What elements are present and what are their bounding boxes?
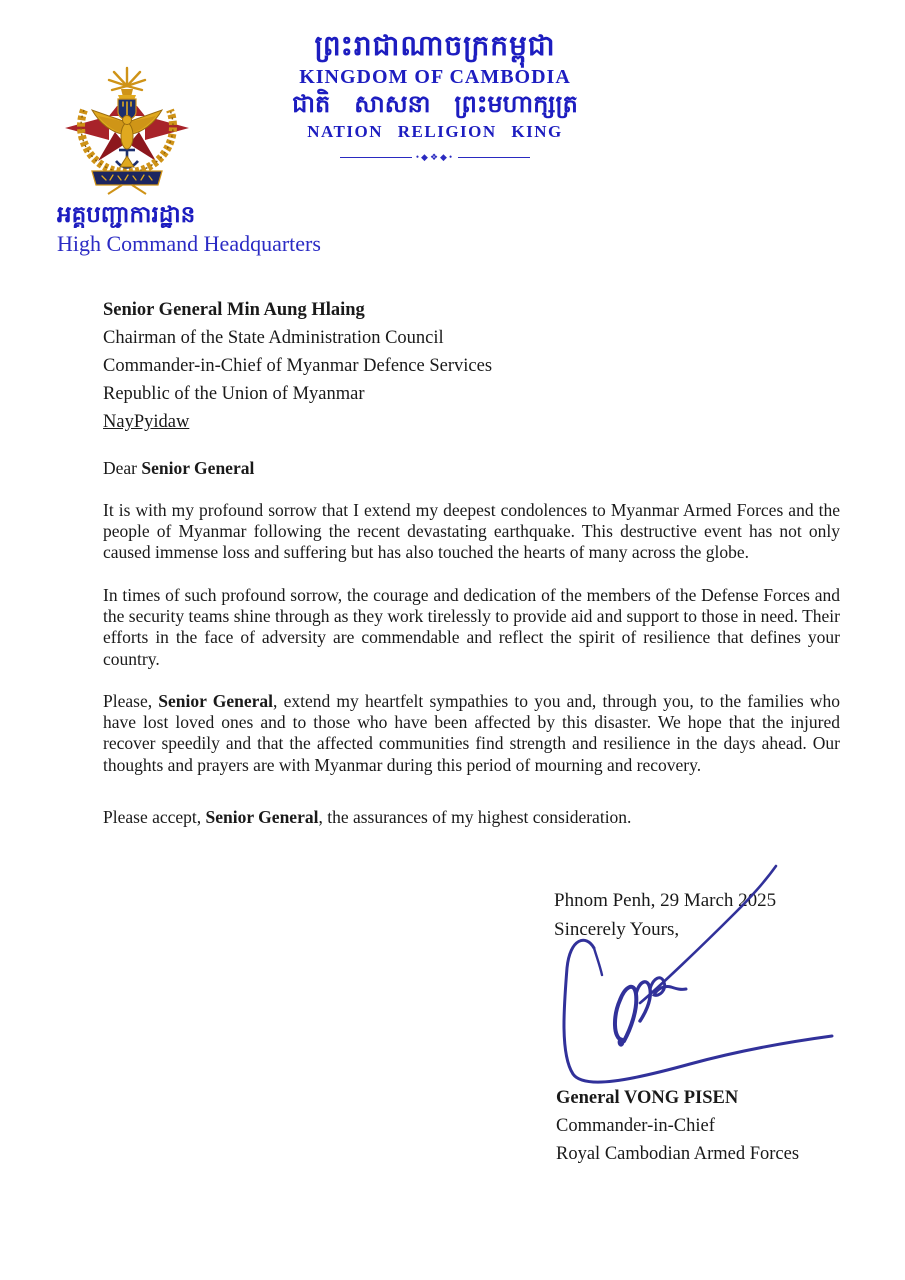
closing-post: , the assurances of my highest consideration.: [318, 807, 632, 827]
ornamental-divider: [340, 152, 530, 162]
salutation-bold: Senior General: [141, 458, 255, 478]
signer-title: Commander-in-Chief: [556, 1116, 715, 1136]
cambodia-armed-forces-emblem-icon: [62, 64, 192, 198]
signer-organization: Royal Cambodian Armed Forces: [556, 1144, 800, 1164]
recipient-title-1: Chairman of the State Administration Council: [103, 328, 444, 348]
closing-line: [103, 807, 840, 828]
signer-block: [556, 1084, 799, 1168]
signer-name: General VONG PISEN: [556, 1088, 739, 1108]
valediction: Sincerely Yours,: [554, 919, 680, 940]
english-kingdom-title: KINGDOM OF CAMBODIA: [299, 66, 571, 88]
salutation: [103, 458, 254, 479]
place-date: Phnom Penh, 29 March 2025: [554, 890, 777, 911]
recipient-title-2: Commander-in-Chief of Myanmar Defence Services: [103, 356, 493, 376]
paragraph-condolences: It is with my profound sorrow that I extend my deepest condolences to Myanmar Armed Forces and the people of Myanmar following the recent devastating earthquake. This destructive event has not only caused immense loss and suffering but has also touched the hearts of many across the globe.: [103, 500, 840, 563]
paragraph-courage: In times of such profound sorrow, the courage and dedication of the members of the Defense Forces and the security teams shine through as they work tirelessly to provide aid and support to those in need. Their efforts in the face of adversity are commendable and reflect the spirit of resilience that defines your country.: [103, 585, 840, 669]
paragraph-sympathies: [103, 691, 840, 776]
department-block: [57, 200, 321, 258]
recipient-title-3: Republic of the Union of Myanmar: [103, 384, 365, 404]
national-header: [185, 30, 685, 162]
closing-pre: Please accept,: [103, 807, 206, 827]
department-name-english: High Command Headquarters: [57, 231, 321, 256]
english-motto: NATION RELIGION KING: [307, 122, 563, 141]
divider-line-left: [340, 157, 412, 158]
recipient-city: NayPyidaw: [103, 412, 190, 432]
closing-bold: Senior General: [205, 807, 319, 827]
signoff-block: [554, 886, 776, 944]
paragraph3-bold: Senior General: [158, 691, 274, 711]
divider-line-right: [458, 157, 530, 158]
khmer-kingdom-title: ព្រះរាជាណាចក្រកម្ពុជា: [314, 31, 556, 62]
department-name-khmer: អគ្គបញ្ជាការដ្ឋាន: [57, 202, 196, 227]
divider-ornament: •◆❖◆•: [415, 152, 455, 162]
paragraph3-post: , extend my heartfelt sympathies to you and, through you, to the families who have lost loved ones and to those who have been affected by this disaster. We hope that the injured recover speedily and that the affected communities find strength and resilience in the days ahead. Our thoughts and prayers are with Myanmar during this period of mourning and recovery.: [103, 691, 840, 775]
paragraph3-pre: Please,: [103, 691, 159, 711]
khmer-motto: ជាតិ សាសនា ព្រះមហាក្សត្រ: [292, 92, 578, 118]
recipient-address: [103, 296, 492, 436]
recipient-name: Senior General Min Aung Hlaing: [103, 300, 365, 320]
salutation-prefix: Dear: [103, 458, 142, 478]
